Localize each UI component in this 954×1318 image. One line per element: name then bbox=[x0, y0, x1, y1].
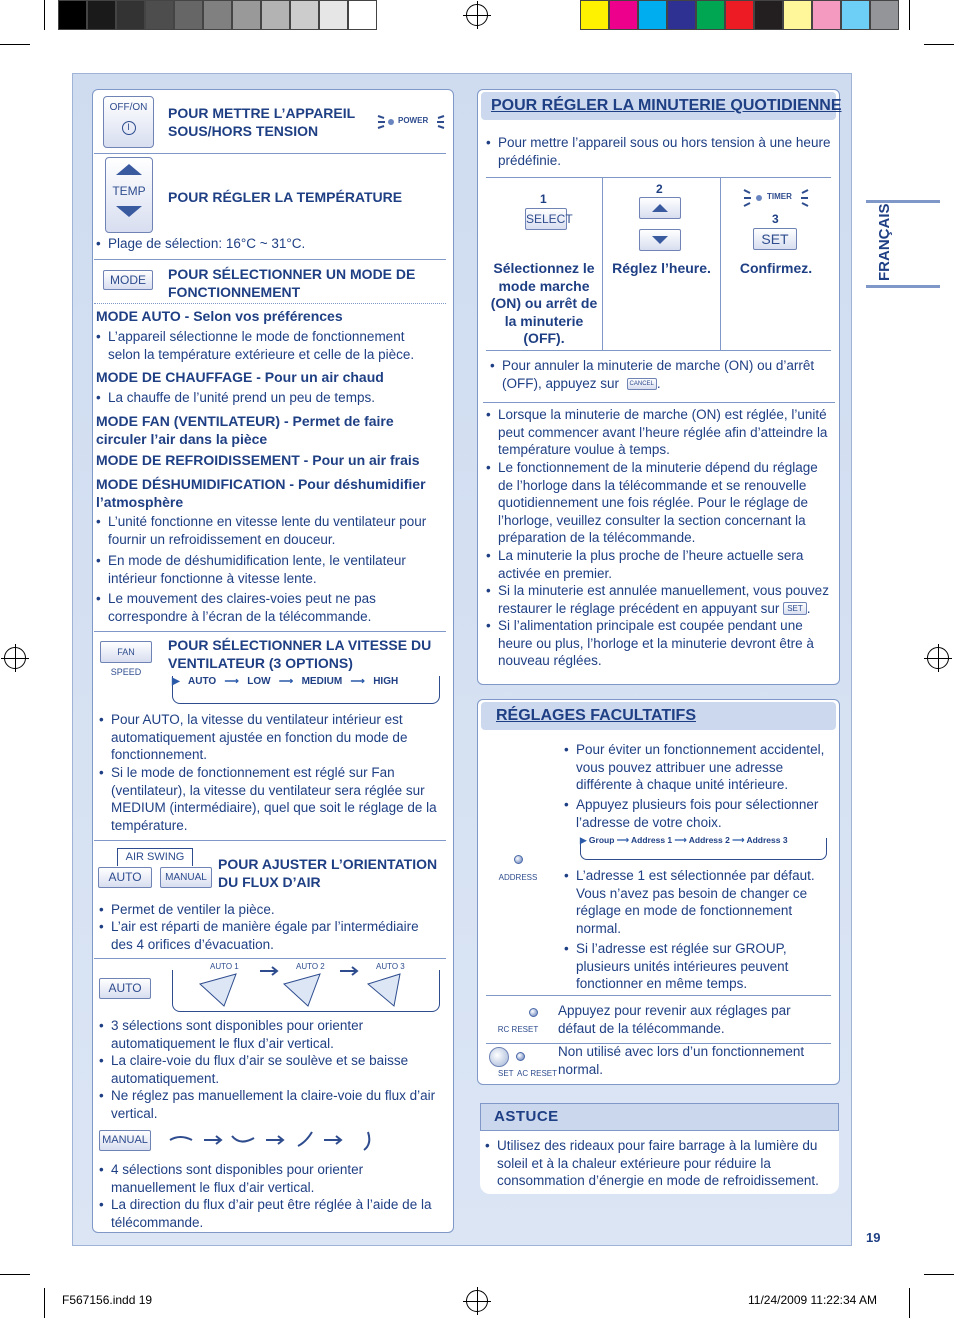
up-arrow-icon bbox=[116, 164, 142, 175]
optional-title: RÉGLAGES FACULTATIFS bbox=[496, 707, 696, 724]
manual-swing-note: • La direction du flux d’air peut être réglée à l’aide de la télécommande. bbox=[99, 1196, 441, 1231]
air-swing-manual-button[interactable]: MANUAL bbox=[160, 867, 212, 888]
auto-swing-note: • La claire-voie du flux d’air se soulève et se baisse automatiquement. bbox=[99, 1052, 441, 1087]
color-swatch bbox=[696, 0, 725, 30]
off-on-button[interactable]: OFF/ON I bbox=[103, 96, 154, 148]
heat-mode-heading: MODE DE CHAUFFAGE - Pour un air chaud bbox=[96, 369, 384, 385]
air-swing-auto-button[interactable]: AUTO bbox=[98, 867, 152, 888]
time-up-button[interactable] bbox=[639, 197, 681, 219]
address-flow: ▶ Group ⟶ Address 1 ⟶ Address 2 ⟶ Address 3 bbox=[580, 835, 788, 845]
cancel-note: • Pour annuler la minuterie de marche (ON) ou d’arrêt (OFF), appuyez sur CANCEL . bbox=[490, 357, 835, 392]
tip-text: • Utilisez des rideaux pour faire barrage à la lumière du soleil et à la chaleur extérieure pour réduire la consommation d’énergie en mode de refroidissement. bbox=[485, 1137, 825, 1190]
language-tab bbox=[866, 200, 940, 288]
fan-speed-button[interactable]: FAN SPEED bbox=[100, 641, 152, 663]
air-swing-label: AIR SWING bbox=[117, 848, 193, 866]
gray-swatch bbox=[203, 0, 232, 30]
address-control[interactable]: ADDRESS bbox=[498, 851, 538, 882]
gray-swatch bbox=[319, 0, 348, 30]
address-note: • Si l’adresse est réglée sur GROUP, plusieurs unités intérieures peuvent fonctionner en même temps. bbox=[564, 940, 834, 993]
gray-swatch bbox=[145, 0, 174, 30]
registration-mark-icon bbox=[466, 4, 488, 26]
step-2-number: 2 bbox=[656, 182, 663, 196]
heat-mode-text: • La chauffe de l’unité prend un peu de temps. bbox=[96, 389, 436, 407]
ac-reset-label: AC RESET bbox=[517, 1069, 558, 1078]
registration-mark-icon bbox=[927, 647, 949, 669]
auto-swing-note: • Ne réglez pas manuellement la claire-voie du flux d’air vertical. bbox=[99, 1087, 441, 1122]
select-button[interactable]: SELECT bbox=[525, 208, 567, 230]
gray-swatch bbox=[290, 0, 319, 30]
crop-mark bbox=[924, 44, 954, 45]
color-swatch bbox=[783, 0, 812, 30]
fan-speed-flow: ▶ AUTO ⟶ LOW ⟶ MEDIUM ⟶ HIGH bbox=[172, 676, 399, 687]
timer-note: • Si l’alimentation principale est coupée pendant une heure ou plus, l’horloge et la minuterie devront être à nouveau réglées. bbox=[486, 617, 832, 670]
color-swatch bbox=[638, 0, 667, 30]
gray-swatch bbox=[58, 0, 87, 30]
timer-note: • La minuterie la plus proche de l’heure actuelle sera activée en premier. bbox=[486, 547, 832, 582]
timer-title: POUR RÉGLER LA MINUTERIE QUOTIDIENNE bbox=[491, 97, 842, 114]
temp-range: • Plage de sélection: 16°C ~ 31°C. bbox=[96, 235, 436, 253]
crop-mark bbox=[44, 1288, 45, 1318]
air-swing-note: • L’air est réparti de manière égale par l’intermédiaire des 4 orifices d’évacuation. bbox=[99, 918, 441, 953]
power-icon: I bbox=[122, 121, 136, 135]
fan-speed-note: • Pour AUTO, la vitesse du ventilateur intérieur est automatiquement ajustée en fonction du mode de fonctionnement. bbox=[99, 711, 441, 764]
down-arrow-icon bbox=[116, 206, 142, 217]
language-label: FRANÇAIS bbox=[876, 203, 893, 281]
crop-mark bbox=[909, 1288, 910, 1318]
address-button-icon bbox=[514, 855, 523, 864]
footer-file: F567156.indd 19 bbox=[62, 1293, 153, 1307]
address-note: • L’adresse 1 est sélectionnée par défaut. Vous n’avez pas besoin de changer ce réglage en mode de fonctionnement normal. bbox=[564, 867, 834, 937]
crop-mark bbox=[0, 44, 30, 45]
down-arrow-icon bbox=[652, 236, 668, 244]
fan-speed-title: POUR SÉLECTIONNER LA VITESSE DU VENTILATEUR (3 OPTIONS) bbox=[168, 637, 432, 671]
color-swatch bbox=[667, 0, 696, 30]
manual-button[interactable]: MANUAL bbox=[99, 1130, 151, 1151]
cool-mode-heading: MODE DE REFROIDISSEMENT - Pour un air frais bbox=[96, 452, 420, 468]
up-arrow-icon bbox=[652, 204, 668, 212]
mode-title: POUR SÉLECTIONNER UN MODE DE FONCTIONNEMENT bbox=[168, 266, 416, 300]
temp-title: POUR RÉGLER LA TEMPÉRATURE bbox=[168, 189, 403, 205]
power-title: POUR METTRE L’APPAREIL SOUS/HORS TENSION bbox=[168, 105, 355, 139]
color-swatch bbox=[754, 0, 783, 30]
timer-intro: • Pour mettre l’appareil sous ou hors tension à une heure prédéfinie. bbox=[486, 134, 832, 169]
dry-note: • En mode de déshumidification lente, le ventilateur intérieur fonctionne à vitesse lente. bbox=[96, 552, 436, 587]
rc-reset-control[interactable]: RC RESET bbox=[496, 1004, 540, 1034]
rc-reset-text: Appuyez pour revenir aux réglages par défaut de la télécommande. bbox=[558, 1003, 791, 1036]
auto-mode-text: • L’appareil sélectionne le mode de fonctionnement selon la température extérieure et celle de la pièce. bbox=[96, 328, 436, 363]
ac-reset-text: Non utilisé avec lors d’un fonctionnement normal. bbox=[558, 1044, 805, 1077]
air-swing-note: • Permet de ventiler la pièce. bbox=[99, 901, 441, 919]
set-button[interactable]: SET bbox=[753, 228, 797, 250]
set-label: SET bbox=[498, 1069, 514, 1078]
fan-speed-note: • Si le mode de fonctionnement est réglé sur Fan (ventilateur), la vitesse du ventilateur sera réglée sur MEDIUM (intermédiaire), quel que soit le réglage de la température. bbox=[99, 764, 441, 834]
fan-mode-heading: MODE FAN (VENTILATEUR) - Permet de faire circuler l’air dans la pièce bbox=[96, 413, 394, 447]
color-swatch bbox=[609, 0, 638, 30]
gray-swatch bbox=[116, 0, 145, 30]
gray-swatch bbox=[174, 0, 203, 30]
footer-date: 11/24/2009 11:22:34 AM bbox=[748, 1293, 877, 1307]
address-note: • Pour éviter un fonctionnement accidentel, vous pouvez attribuer une adresse différente à chaque unité intérieure. bbox=[564, 741, 834, 794]
step-1-text: Sélectionnez le mode marche (ON) ou arrêt de la minuterie (OFF). bbox=[490, 260, 598, 346]
address-note: • Appuyez plusieurs fois pour sélectionner l’adresse de votre choix. bbox=[564, 796, 834, 831]
timer-indicator: TIMER bbox=[742, 186, 810, 210]
time-down-button[interactable] bbox=[639, 229, 681, 251]
tip-title: ASTUCE bbox=[494, 1108, 559, 1125]
dry-note: • Le mouvement des claires-voies peut ne pas correspondre à l’écran de la télécommande. bbox=[96, 590, 436, 625]
auto-swing-diagram bbox=[172, 960, 440, 1010]
air-swing-title: POUR AJUSTER L’ORIENTATION DU FLUX D’AIR bbox=[218, 856, 438, 890]
mode-button[interactable]: MODE bbox=[103, 270, 153, 290]
step-3-number: 3 bbox=[772, 212, 779, 226]
crop-mark bbox=[44, 0, 45, 30]
timer-note: • Si la minuterie est annulée manuellement, vous pouvez restaurer le réglage précédent en appuyant sur SET . bbox=[486, 582, 832, 617]
auto-button[interactable]: AUTO bbox=[99, 978, 151, 999]
ac-reset-button-icon[interactable] bbox=[516, 1052, 525, 1061]
registration-mark-icon bbox=[466, 1290, 488, 1312]
auto-2-label: AUTO 2 bbox=[296, 962, 325, 971]
color-swatch bbox=[870, 0, 899, 30]
gray-swatch bbox=[261, 0, 290, 30]
step-1-number: 1 bbox=[540, 192, 547, 206]
auto-swing-note: • 3 sélections sont disponibles pour orienter automatiquement le flux d’air vertical. bbox=[99, 1017, 441, 1052]
timer-note: • Lorsque la minuterie de marche (ON) est réglée, l’unité peut commencer avant l’heure réglée afin d’atteindre la température voulue à temps. bbox=[486, 406, 832, 459]
color-swatch bbox=[812, 0, 841, 30]
gray-swatch bbox=[87, 0, 116, 30]
page-number: 19 bbox=[866, 1230, 881, 1245]
rc-reset-button-icon bbox=[529, 1008, 538, 1017]
auto-1-label: AUTO 1 bbox=[210, 962, 239, 971]
timer-note: • Le fonctionnement de la minuterie dépend du réglage de l’horloge dans la télécommande et se renouvelle quotidiennement une fois réglée. Pour le réglage de l’horloge, veuillez consulter la section concernant la préparation de la télécommande. bbox=[486, 459, 832, 547]
step-3-text: Confirmez. bbox=[739, 260, 813, 276]
dry-mode-heading: MODE DÉSHUMIDIFICATION - Pour déshumidifier l’atmosphère bbox=[96, 476, 426, 510]
auto-mode-heading: MODE AUTO - Selon vos préférences bbox=[96, 308, 343, 324]
cancel-button[interactable]: CANCEL bbox=[627, 378, 657, 390]
crop-mark bbox=[0, 1274, 30, 1275]
manual-positions-icon bbox=[168, 1128, 378, 1154]
gray-swatch bbox=[232, 0, 261, 30]
set-round-button[interactable] bbox=[489, 1047, 509, 1067]
auto-3-label: AUTO 3 bbox=[376, 962, 405, 971]
color-swatch bbox=[725, 0, 754, 30]
dry-note: • L’unité fonctionne en vitesse lente du ventilateur pour fournir un refroidissement en douceur. bbox=[96, 513, 436, 548]
color-swatch bbox=[841, 0, 870, 30]
gray-swatch bbox=[348, 0, 377, 30]
step-2-text: Réglez l’heure. bbox=[612, 260, 711, 276]
temp-button[interactable]: TEMP bbox=[105, 157, 153, 233]
power-indicator: POWER bbox=[376, 110, 446, 132]
crop-mark bbox=[909, 0, 910, 30]
registration-mark-icon bbox=[4, 647, 26, 669]
color-swatch bbox=[580, 0, 609, 30]
crop-mark bbox=[924, 1274, 954, 1275]
set-inline-button[interactable]: SET bbox=[783, 602, 807, 615]
manual-swing-note: • 4 sélections sont disponibles pour orienter manuellement le flux d’air vertical. bbox=[99, 1161, 441, 1196]
